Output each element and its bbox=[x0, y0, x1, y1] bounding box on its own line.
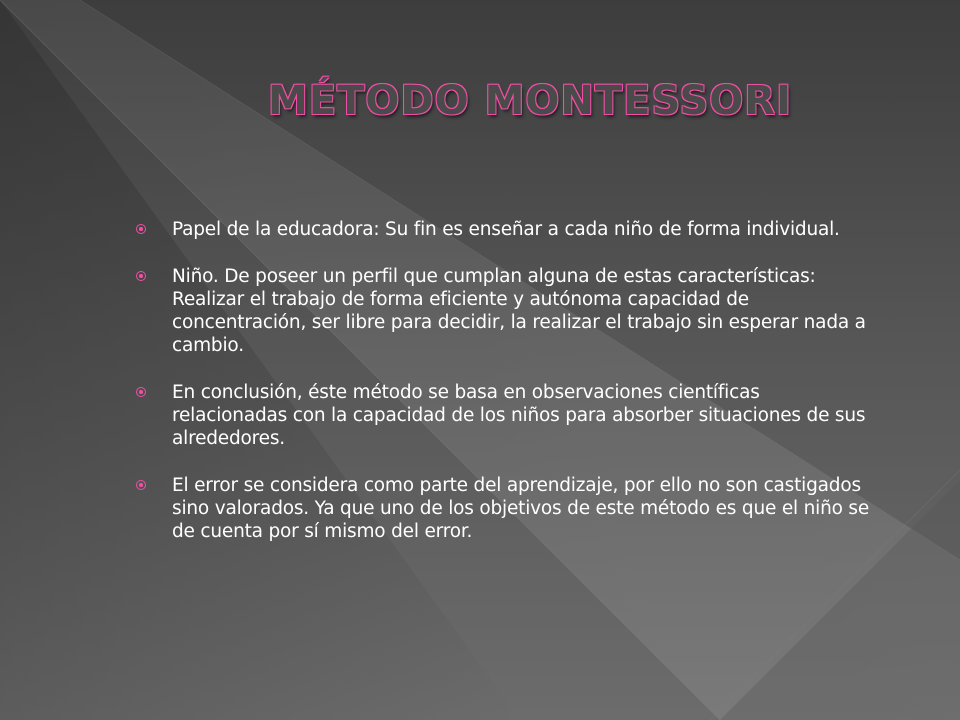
bullet-item bbox=[136, 218, 876, 241]
bullet-text: El error se considera como parte del aprendizaje, por ello no son castigados sino valorados. Ya que uno de los objetivos de este método es que el niño se de cuenta por sí mismo del error. bbox=[172, 475, 870, 542]
bullet-text: En conclusión, éste método se basa en observaciones científicas relacionadas con la capacidad de los niños para absorber situaciones de sus alrededores. bbox=[172, 382, 866, 449]
bullet-item bbox=[136, 381, 876, 450]
bullet-item bbox=[136, 265, 876, 357]
circle-bullet-icon bbox=[136, 271, 146, 281]
bullet-item bbox=[136, 474, 876, 543]
bullet-list bbox=[136, 218, 876, 567]
circle-bullet-icon bbox=[136, 224, 146, 234]
circle-bullet-icon bbox=[136, 387, 146, 397]
bullet-text: Papel de la educadora: Su fin es enseñar a cada niño de forma individual. bbox=[172, 219, 840, 240]
slide-title: MÉTODO MONTESSORI bbox=[268, 78, 792, 124]
bullet-text: Niño. De poseer un perfil que cumplan alguna de estas características: Realizar el trabajo de forma eficiente y autónoma capacidad de concentración, ser libre para decidir, la realizar el trabajo sin esperar nada a cambio. bbox=[172, 266, 866, 356]
circle-bullet-icon bbox=[136, 480, 146, 490]
